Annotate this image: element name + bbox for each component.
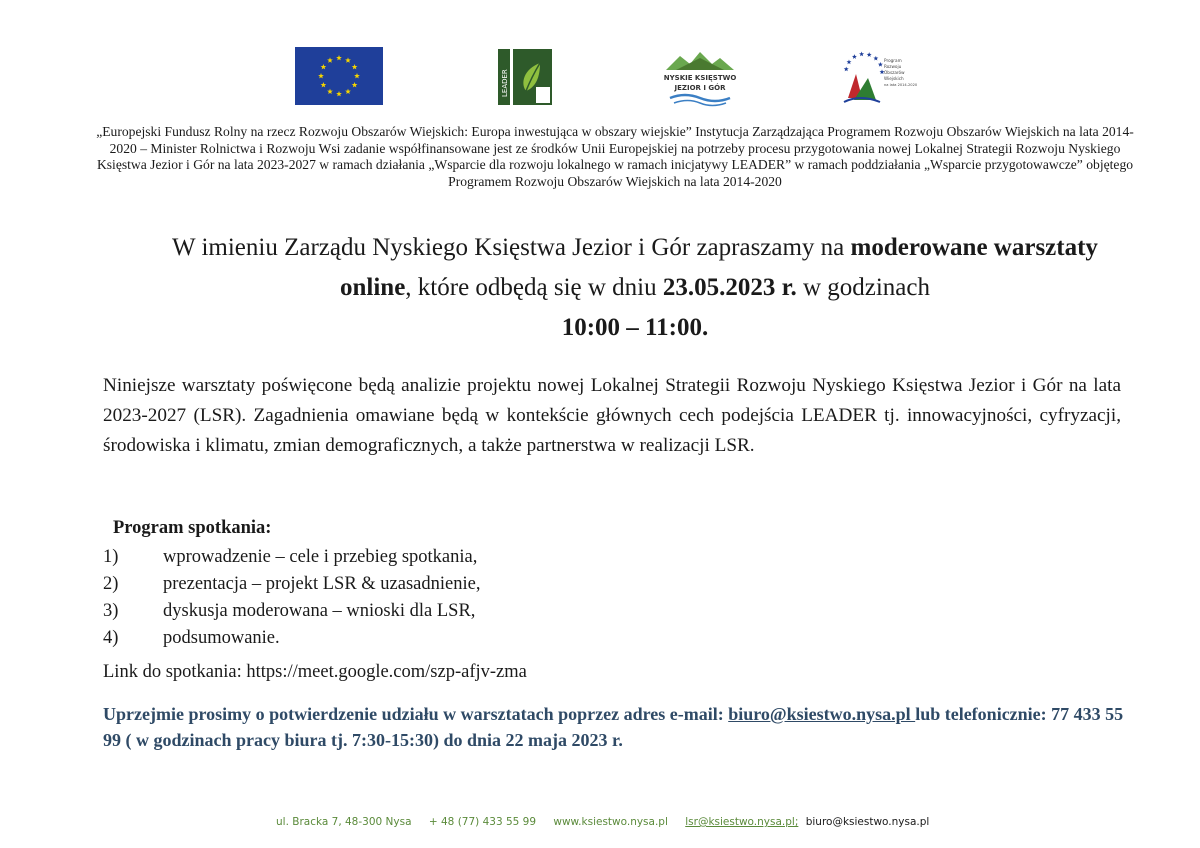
list-item-number: 4) [103,628,119,648]
prow-text-1: Program [884,58,902,63]
list-item-number: 1) [103,547,119,567]
program-title: Program spotkania: [113,518,272,538]
confirmation-part1: Uprzejmie prosimy o potwierdzenie udziału w warsztatach poprzez adres e-mail: [103,704,729,724]
prow-text-3: Obszarów [884,70,905,75]
prow-text-4: Wiejskich [884,76,904,81]
prow-logo [840,48,918,108]
list-item-text: prezentacja – projekt LSR & uzasadnienie, [163,574,481,594]
footer-email-lsr-link[interactable]: lsr@ksiestwo.nysa.pl; [685,816,799,828]
funding-note: „Europejski Fundusz Rolny na rzecz Rozwoju Obszarów Wiejskich: Europa inwestująca w obszary wiejskie” Instytucja Zarządzająca Programem Rozwoju Obszarów Wiejskich na lata 2014-2020 – Minister Rolnictwa i Rozwoju Wsi zadanie współfinansowane jest ze środków Unii Europejskiej na potrzeby procesu przygotowania nowej Lokalnej Strategii Rozwoju Nyskiego Księstwa Jezior i Gór na lata 2023-2027 w ramach działania „Wsparcie dla rozwoju lokalnego w ramach inicjatywy LEADER” w ramach poddziałania „Wsparcie przygotowawcze” objętego Programem Rozwoju Obszarów Wiejskich na lata 2014-2020 [96,124,1134,189]
footer [276,816,1076,828]
footer-address: ul. Bracka 7, 48-300 Nysa [276,816,412,828]
program-list [103,544,803,652]
star-icon [878,62,883,67]
list-item [103,598,803,625]
confirmation-note [103,701,1143,753]
invitation-workshop-type: moderowane warsztaty online [340,234,1098,301]
logo-row [0,42,1200,112]
list-item [103,625,803,652]
list-item-text: dyskusja moderowana – wnioski dla LSR, [163,601,476,621]
nkjg-logo-text-1: NYSKIE KSIĘSTWO [663,74,737,82]
prow-text-2: Rozwoju [884,64,902,69]
leader-logo-text: LEADER [501,69,509,97]
list-item [103,544,803,571]
list-item [103,571,803,598]
confirmation-email-link[interactable]: biuro@ksiestwo.nysa.pl [728,704,916,724]
star-icon [859,52,864,57]
meeting-link[interactable]: Link do spotkania: https://meet.google.com/szp-afjv-zma [103,662,527,682]
list-item-number: 3) [103,601,119,621]
confirmation-part2: lub telefonicznie: 77 433 55 99 ( w godzinach pracy biura tj. 7:30-15:30) do dnia 22 maja 2023 r. [103,704,1124,750]
footer-phone: + 48 (77) 433 55 99 [428,816,537,828]
invitation [150,228,1120,348]
invitation-part3: w godzinach [796,274,930,301]
star-icon [867,52,872,57]
star-icon [873,56,878,61]
nkjg-logo [660,50,740,108]
list-item-text: wprowadzenie – cele i przebieg spotkania, [163,547,478,567]
star-icon [847,59,852,64]
star-icon [852,54,857,59]
prow-text-5: na lata 2014-2020 [884,83,918,87]
footer-website-link[interactable]: www.ksiestwo.nysa.pl [553,816,668,828]
star-icon [844,67,849,72]
invitation-time: 10:00 – 11:00. [561,314,709,341]
list-item-text: podsumowanie. [163,628,280,648]
list-item-number: 2) [103,574,119,594]
invitation-part1: W imieniu Zarządu Nyskiego Księstwa Jezior i Gór zapraszamy na [172,234,851,261]
footer-email-biuro-link[interactable]: biuro@ksiestwo.nysa.pl [805,816,930,828]
leader-logo [496,47,554,107]
invitation-date: 23.05.2023 r. [662,274,797,301]
eu-flag-logo [295,47,383,105]
nkjg-logo-text-2: JEZIOR I GÓR [674,84,726,92]
invitation-part2: , które odbędą się w dniu [405,274,663,301]
description: Niniejsze warsztaty poświęcone będą analizie projektu nowej Lokalnej Strategii Rozwoju Nyskiego Księstwa Jezior i Gór na lata 2023-2027 (LSR). Zagadnienia omawiane będą w kontekście głównych cech podejścia LEADER tj. innowacyjności, cyfryzacji, środowiska i klimatu, zmian demograficznych, a także partnerstwa w realizacji LSR. [103,375,1121,456]
